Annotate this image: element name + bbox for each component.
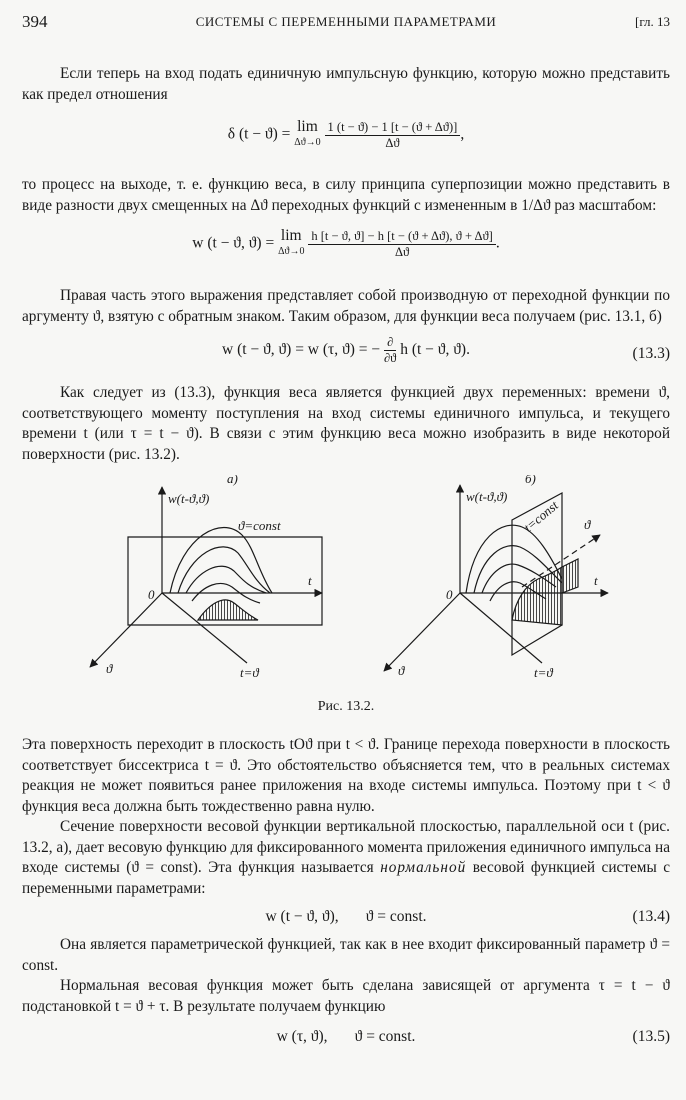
panel-b-t-label: t [594, 573, 598, 588]
panel-b-y-label: w(t-ϑ,ϑ) [466, 489, 508, 504]
running-header [22, 8, 670, 36]
eq4-number: (13.4) [632, 908, 670, 925]
p6-end: весовой функцией системы с переменными параметрами: [22, 859, 671, 897]
panel-a-curve-2 [178, 547, 270, 593]
eq3-derivative [384, 335, 396, 366]
panel-a-theta-axis [90, 593, 162, 667]
panel-b-theta-label: ϑ [398, 663, 405, 678]
eq2-lhs: w (t − ϑ, ϑ) = [192, 234, 275, 252]
eq1-lhs: δ (t − ϑ) = [227, 125, 291, 143]
panel-a-y-label: w(t-ϑ,ϑ) [168, 491, 210, 506]
panel-a-curve-3 [186, 566, 266, 593]
equation-13-5 [22, 1023, 670, 1051]
eq2-tail: . [495, 234, 500, 252]
eq2-numerator: h [t − ϑ, ϑ] − h [t − (ϑ + Δϑ), ϑ + Δϑ] [308, 229, 496, 245]
panel-a-origin: 0 [148, 587, 155, 602]
page [22, 8, 670, 1051]
figure-caption: Рис. 13.2. [317, 699, 375, 714]
eq1-lim: lim [297, 118, 318, 135]
eq4-text: w (t − ϑ, ϑ), ϑ = const. [265, 908, 427, 925]
running-title: СИСТЕМЫ С ПЕРЕМЕННЫМИ ПАРАМЕТРАМИ [195, 14, 497, 29]
figure-13-2 [22, 475, 670, 727]
panel-a-label: а) [227, 475, 238, 486]
eq1-fraction [325, 120, 461, 151]
p6-emphasis: нормальной [380, 859, 467, 876]
chapter-ref: [гл. 13 [635, 14, 670, 29]
panel-a [90, 475, 322, 680]
p6-start: Сечение поверхности весовой функции вертикальной плоскостью, параллельной оси t (рис. 13.2, а), дает весовую функцию для фиксированного момента приложения единичного импульса на входе системы (ϑ = const). Эта функция называется [22, 818, 670, 876]
eq3-d-num: ∂ [384, 335, 396, 351]
figure-drawing [22, 475, 670, 695]
eq1-lim-sub: Δϑ→0 [294, 137, 321, 148]
eq5-text: w (τ, ϑ), ϑ = const. [276, 1028, 416, 1045]
eq2-fraction [308, 229, 496, 260]
paragraph-5: Эта поверхность переходит в плоскость tOϑ при t < ϑ. Границе перехода поверхности в плоскость соответствует биссектриса t = ϑ. Это обстоятельство объясняется тем, что в реальных системах реакция не может появиться ранее приложения на входе системы импульса. Поэтому при t < ϑ функция веса должна быть тождественно равна нулю. [22, 736, 670, 815]
paragraph-7: Она является параметрической функцией, так как в нее входит фиксированный параметр ϑ = const. [22, 936, 670, 974]
panel-b-theta-axis [384, 593, 460, 671]
eq3-d-den: ∂ϑ [383, 351, 397, 365]
eq1-numerator: 1 (t − ϑ) − 1 [t − (ϑ + Δϑ)] [325, 120, 461, 136]
equation-delta [22, 119, 670, 163]
panel-a-t-label: t [308, 573, 312, 588]
paragraph-3: Правая часть этого выражения представляет собой производную от переходной функции по аргументу ϑ, взятую с обратным знаком. Таким образом, для функции веса получаем (рис. 13.1, б) [22, 287, 670, 325]
panel-a-diag-label: t=ϑ [240, 665, 259, 680]
eq2-denominator: Δϑ [394, 244, 410, 259]
eq1-denominator: Δϑ [385, 135, 400, 150]
panel-b [384, 475, 608, 680]
eq2-lim-sub: Δϑ→0 [278, 246, 305, 257]
equation-13-4 [22, 903, 670, 931]
paragraph-4: Как следует из (13.3), функция веса является функцией двух переменных: времени ϑ, соответствующего моменту поступления на вход системы единичного импульса, и текущего времени t (или τ = t − ϑ). В связи с этим функцию веса можно изобразить в виде некоторой поверхности (рис. 13.2). [22, 384, 670, 463]
panel-a-theta-label: ϑ [106, 661, 113, 676]
eq3-right: h (t − ϑ, ϑ). [400, 341, 470, 359]
paragraph-6 [22, 817, 670, 899]
eq2-limit [278, 228, 304, 260]
eq2-lim: lim [280, 227, 302, 244]
page-number: 394 [22, 12, 48, 31]
panel-b-hatched-edge [562, 559, 578, 593]
panel-a-const-label: ϑ=const [238, 518, 281, 533]
eq1-tail: , [460, 125, 465, 143]
paragraph-8: Нормальная весовая функция может быть сделана зависящей от аргумента τ = t − ϑ подстановкой t = ϑ + τ. В результате получаем функцию [22, 977, 670, 1015]
panel-b-origin: 0 [446, 587, 453, 602]
panel-b-hatched-section [512, 567, 562, 625]
eq5-number: (13.5) [632, 1028, 670, 1045]
paragraph-2: то процесс на выходе, т. е. функцию веса, в силу принципа суперпозиции можно представить в виде разности двух смещенных на Δϑ переходных функций с измененным в 1/Δϑ раз масштабом: [22, 176, 670, 214]
panel-b-const-label: t=const [520, 497, 561, 535]
panel-b-diag-label: t=ϑ [534, 665, 553, 680]
eq3-left: w (t − ϑ, ϑ) = w (τ, ϑ) = − [222, 341, 381, 359]
panel-b-label: б) [525, 475, 536, 486]
paragraph-1: Если теперь на вход подать единичную импульсную функцию, которую можно представить как предел отношения [22, 65, 670, 103]
equation-weight-limit [22, 228, 670, 272]
panel-b-theta-label-2: ϑ [584, 517, 591, 532]
eq3-number: (13.3) [632, 345, 670, 362]
eq1-limit [294, 119, 320, 151]
equation-13-3 [22, 335, 670, 373]
panel-a-hatched-section [198, 600, 258, 620]
